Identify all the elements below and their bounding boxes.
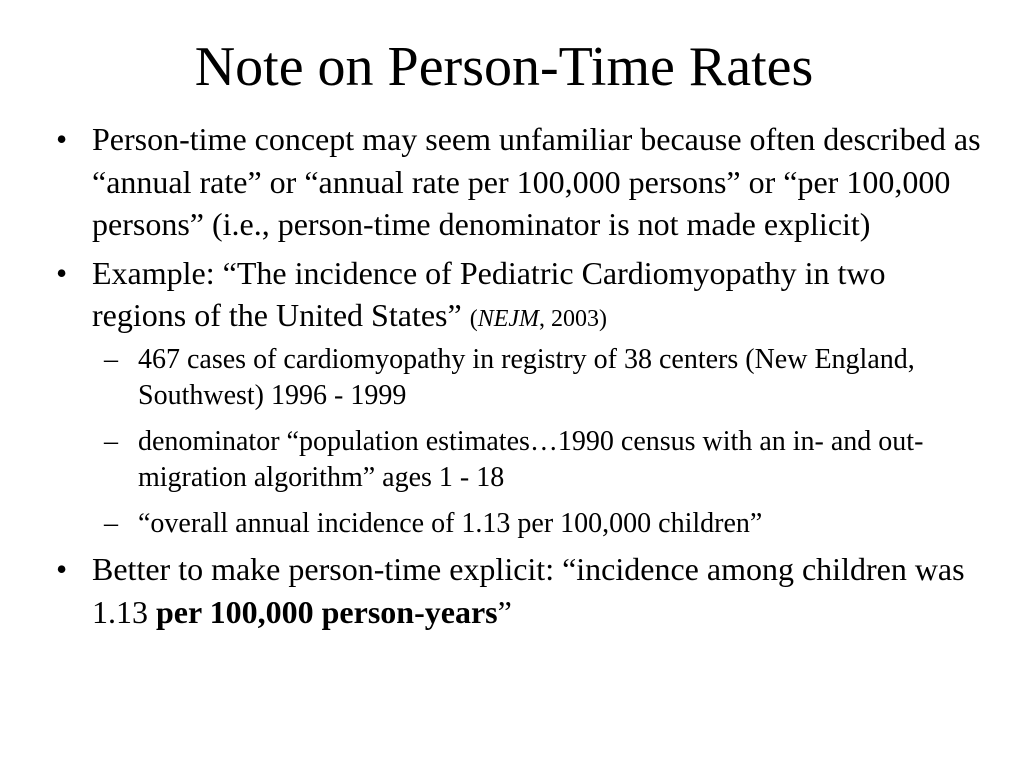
slide-content bbox=[56, 118, 986, 633]
sub-bullet-text: 467 cases of cardiomyopathy in registry of 38 centers (New England, Southwest) 1996 - 1999 bbox=[138, 343, 915, 411]
bullet-example bbox=[56, 252, 986, 341]
bullet-marker: • bbox=[56, 254, 68, 291]
sub-bullet-incidence bbox=[104, 506, 986, 543]
bullet-recommendation bbox=[56, 548, 986, 633]
bullet-marker: • bbox=[56, 121, 68, 157]
citation-year: , 2003) bbox=[539, 306, 607, 332]
citation-journal: NEJM bbox=[477, 306, 539, 332]
bold-emphasis: per 100,000 person-years bbox=[156, 593, 498, 630]
dash-marker: – bbox=[104, 343, 118, 375]
dash-marker: – bbox=[104, 507, 118, 539]
sub-bullet-text: “overall annual incidence of 1.13 per 100,000 children” bbox=[138, 507, 763, 539]
bullet-text: Person-time concept may seem unfamiliar because often described as “annual rate” or “annual rate per 100,000 persons” or “per 100,000 persons” (i.e., person-time denominator is not made explicit) bbox=[92, 121, 981, 242]
sub-bullet-list bbox=[104, 342, 986, 543]
sub-bullet-text: denominator “population estimates…1990 census with an in- and out-migration algorithm” ages 1 - 18 bbox=[138, 425, 924, 493]
closing-quote: ” bbox=[497, 593, 512, 630]
citation bbox=[470, 306, 607, 332]
sub-bullet-denominator bbox=[104, 424, 986, 497]
dash-marker: – bbox=[104, 425, 118, 457]
bullet-person-time-concept bbox=[56, 118, 986, 246]
slide-title: Note on Person-Time Rates bbox=[194, 36, 814, 98]
sub-bullet-cases bbox=[104, 342, 986, 415]
citation-open: ( bbox=[469, 306, 478, 332]
bullet-text: Better to make person-time explicit: “incidence among children was 1.13 bbox=[92, 551, 965, 630]
bullet-text: Example: “The incidence of Pediatric Cardiomyopathy in two regions of the United States” bbox=[92, 254, 886, 333]
bullet-marker: • bbox=[56, 551, 68, 587]
